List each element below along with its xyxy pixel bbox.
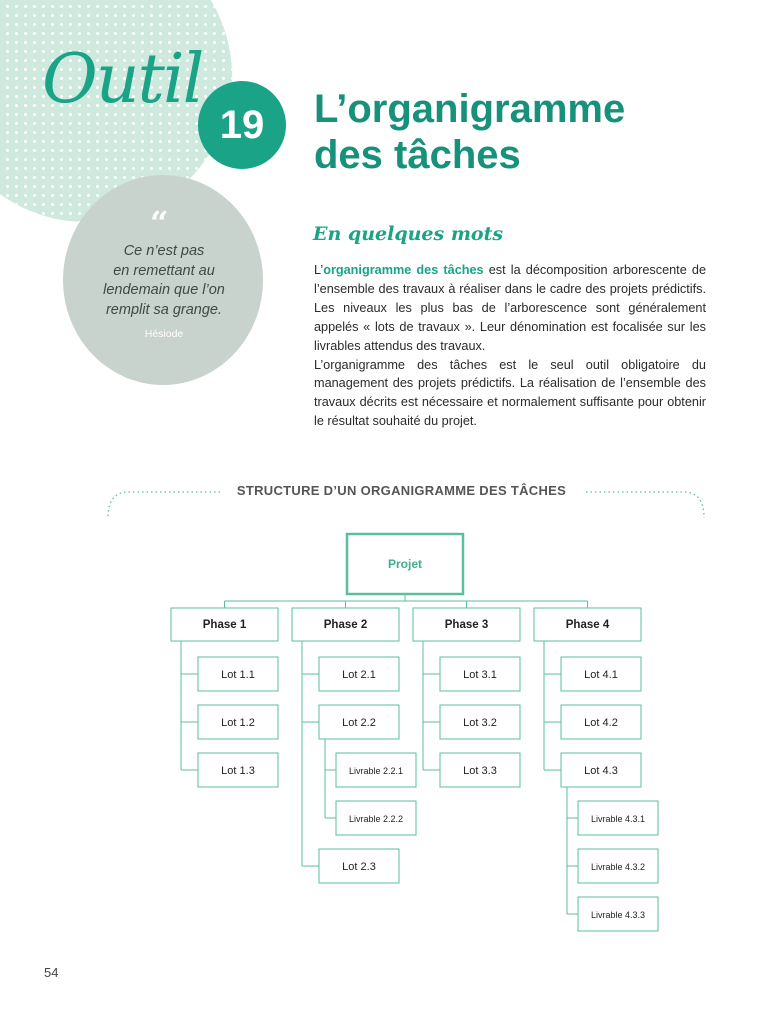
phase-label: Phase 3: [444, 619, 489, 631]
livrable-label: Livrable 2.2.1: [348, 766, 404, 776]
phase-label: Phase 1: [202, 619, 247, 631]
tool-label: Outil: [42, 40, 203, 119]
lot-label: Lot 1.3: [221, 765, 255, 777]
highlight-term: organigramme des tâches: [323, 263, 484, 277]
phase-label: Phase 4: [565, 619, 610, 631]
org-tree: [171, 534, 658, 931]
quote-line: remplit sa grange.: [105, 301, 223, 318]
section-title: En quelques mots: [313, 223, 504, 245]
lot-label: Lot 3.1: [463, 669, 497, 681]
lot-label: Lot 4.1: [584, 669, 618, 681]
lot-label: Lot 3.2: [463, 717, 497, 729]
paragraph-1-prefix: L’: [314, 263, 324, 277]
quote-line: lendemain que l’on: [103, 282, 225, 298]
livrable-label: Livrable 4.3.1: [590, 814, 646, 824]
page-number: 54: [44, 965, 59, 980]
phase-label: Phase 2: [323, 619, 368, 631]
livrable-label: Livrable 4.3.2: [590, 862, 646, 872]
quote-author: Hésiode: [144, 328, 184, 340]
diagram-bracket-right: [586, 492, 704, 518]
paragraph-1-rest: est la décomposition arborescente de l’ensemble des travaux à réaliser dans le cadre des projets prédictifs. Les niveaux les plus bas de l’arborescence sont généralement appelés « lots de travaux ». Leur dénomination est focalisée sur les livrables attendus des travaux.: [314, 263, 706, 353]
lot-label: Lot 4.2: [584, 717, 618, 729]
title-line-2: des tâches: [314, 133, 521, 177]
quote-line: Ce n’est pas: [123, 243, 205, 259]
root-label: Projet: [387, 557, 423, 571]
livrable-label: Livrable 4.3.3: [590, 910, 646, 920]
lot-label: Lot 3.3: [463, 765, 497, 777]
title-line-1: L’organigramme: [314, 87, 626, 131]
diagram-title: STRUCTURE D’UN ORGANIGRAMME DES TÂCHES: [236, 483, 567, 498]
lot-label: Lot 2.3: [342, 861, 376, 873]
lot-label: Lot 1.1: [221, 669, 255, 681]
lot-label: Lot 2.1: [342, 669, 376, 681]
lot-label: Lot 2.2: [342, 717, 376, 729]
quote-line: en remettant au: [113, 262, 215, 279]
lot-label: Lot 1.2: [221, 717, 255, 729]
lot-label: Lot 4.3: [584, 765, 618, 777]
diagram-bracket-left: [108, 492, 220, 518]
quote-mark-icon: “: [150, 204, 169, 242]
paragraph-2: L’organigramme des tâches est le seul outil obligatoire du management des projets prédictifs. La réalisation de l’ensemble des travaux décrits est nécessaire et normalement suffisante pour obtenir le résultat souhaité du projet.: [314, 357, 706, 429]
tool-number-badge: 19: [198, 81, 286, 169]
livrable-label: Livrable 2.2.2: [348, 814, 404, 824]
